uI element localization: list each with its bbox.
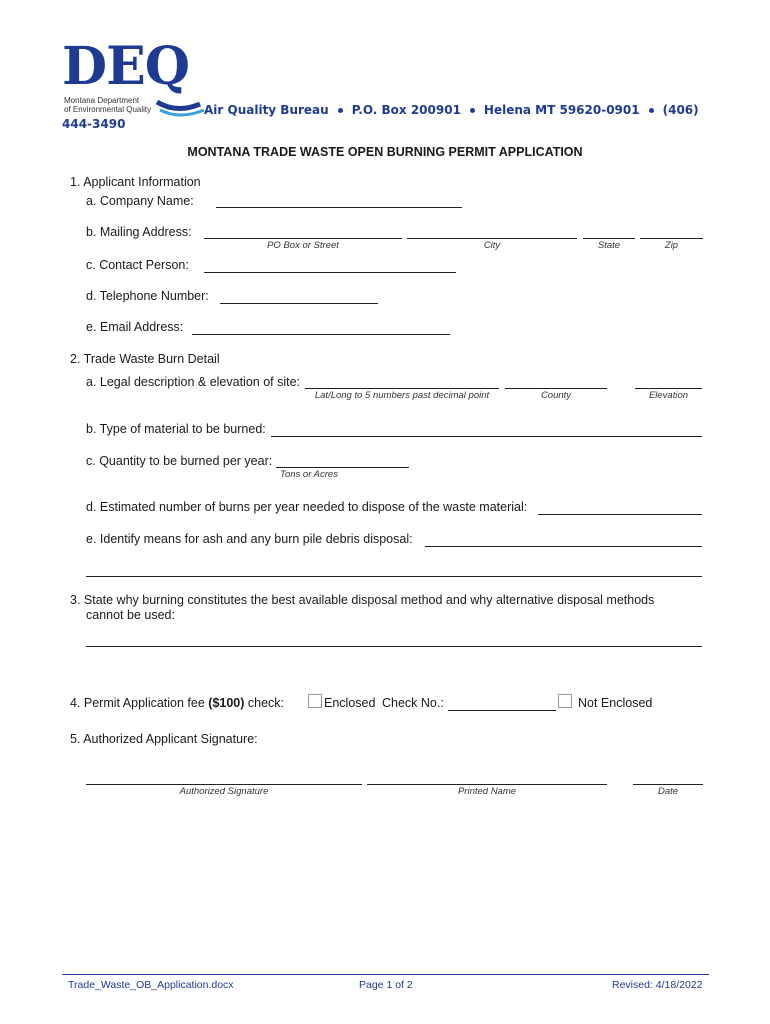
- material-type-field[interactable]: [271, 436, 702, 437]
- email-field[interactable]: [192, 334, 450, 335]
- bureau-name: Air Quality Bureau: [204, 103, 329, 117]
- date-field[interactable]: [633, 784, 703, 785]
- fee-label-pre: 4. Permit Application fee: [70, 696, 209, 710]
- footer-revised: Revised: 4/18/2022: [612, 979, 703, 991]
- telephone-label: d. Telephone Number:: [86, 289, 209, 303]
- zip-caption: Zip: [664, 240, 679, 251]
- signature-caption: Authorized Signature: [179, 786, 269, 797]
- phone-number: 444-3490: [62, 117, 126, 131]
- quantity-field[interactable]: [276, 467, 409, 468]
- enclosed-label: Enclosed: [324, 696, 376, 710]
- not-enclosed-label: Not Enclosed: [578, 696, 653, 710]
- quantity-label: c. Quantity to be burned per year:: [86, 454, 273, 468]
- email-label: e. Email Address:: [86, 320, 184, 334]
- fee-label-post: check:: [244, 696, 285, 710]
- date-caption: Date: [657, 786, 679, 797]
- signature-field[interactable]: [86, 784, 362, 785]
- footer-filename: Trade_Waste_OB_Application.docx: [68, 979, 234, 991]
- latlong-caption: Lat/Long to 5 numbers past decimal point: [314, 390, 490, 401]
- phone-area: (406): [662, 103, 699, 117]
- header-address: [204, 103, 699, 117]
- footer-rule: [62, 974, 709, 975]
- ash-disposal-field-2[interactable]: [86, 576, 702, 577]
- contact-person-field[interactable]: [204, 272, 456, 273]
- section-3-line-2: cannot be used:: [86, 608, 175, 622]
- check-no-field[interactable]: [448, 710, 556, 711]
- elevation-field[interactable]: [635, 388, 702, 389]
- footer-page: Page 1 of 2: [359, 979, 413, 991]
- po-box: P.O. Box 200901: [351, 103, 461, 117]
- material-type-label: b. Type of material to be burned:: [86, 422, 266, 436]
- logo-subtitle-2: of Environmental Quality: [64, 105, 152, 114]
- zip-field[interactable]: [640, 238, 703, 239]
- logo-text: DEQ: [62, 36, 190, 97]
- ash-disposal-label: e. Identify means for ash and any burn pile debris disposal:: [86, 532, 413, 546]
- deq-logo: [62, 36, 207, 120]
- contact-person-label: c. Contact Person:: [86, 258, 189, 272]
- section-5-heading: 5. Authorized Applicant Signature:: [70, 732, 258, 746]
- bullet-icon: [470, 108, 475, 113]
- logo-subtitle-1: Montana Department: [64, 96, 140, 105]
- county-field[interactable]: [505, 388, 607, 389]
- state-caption: State: [597, 240, 621, 251]
- company-name-label: a. Company Name:: [86, 194, 194, 208]
- telephone-field[interactable]: [220, 303, 378, 304]
- company-name-field[interactable]: [216, 207, 462, 208]
- city-zip: Helena MT 59620-0901: [483, 103, 640, 117]
- street-caption: PO Box or Street: [267, 240, 339, 251]
- form-title: MONTANA TRADE WASTE OPEN BURNING PERMIT APPLICATION: [187, 145, 583, 159]
- city-field[interactable]: [407, 238, 577, 239]
- not-enclosed-checkbox[interactable]: [558, 694, 572, 708]
- city-caption: City: [483, 240, 501, 251]
- latlong-field[interactable]: [305, 388, 499, 389]
- fee-amount: ($100): [208, 696, 245, 710]
- mailing-address-label: b. Mailing Address:: [86, 225, 192, 239]
- state-field[interactable]: [583, 238, 635, 239]
- burns-per-year-label: d. Estimated number of burns per year needed to dispose of the waste material:: [86, 500, 528, 514]
- elevation-caption: Elevation: [648, 390, 689, 401]
- justification-field[interactable]: [86, 646, 702, 647]
- bullet-icon: [338, 108, 343, 113]
- street-field[interactable]: [204, 238, 402, 239]
- section-3-line-1: 3. State why burning constitutes the best available disposal method and why alternative disposal methods: [70, 593, 655, 607]
- county-caption: County: [540, 390, 572, 401]
- burns-per-year-field[interactable]: [538, 514, 702, 515]
- ash-disposal-field[interactable]: [425, 546, 702, 547]
- enclosed-checkbox[interactable]: [308, 694, 322, 708]
- bullet-icon: [649, 108, 654, 113]
- printed-name-field[interactable]: [367, 784, 607, 785]
- section-2-heading: 2. Trade Waste Burn Detail: [70, 352, 220, 366]
- fee-label: [70, 696, 284, 710]
- section-1-heading: 1. Applicant Information: [70, 175, 201, 189]
- legal-description-label: a. Legal description & elevation of site:: [86, 375, 301, 389]
- quantity-caption: Tons or Acres: [280, 469, 338, 480]
- check-no-label: Check No.:: [382, 696, 444, 710]
- printed-name-caption: Printed Name: [457, 786, 517, 797]
